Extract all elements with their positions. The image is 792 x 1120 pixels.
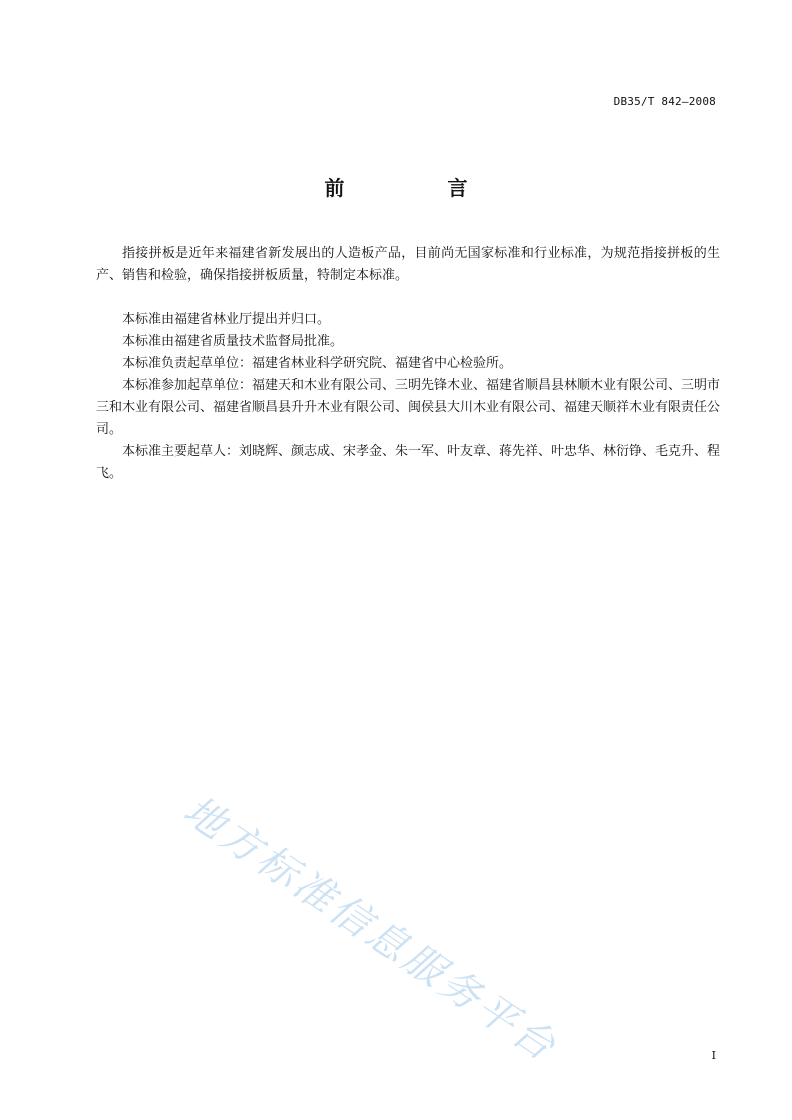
preface-paragraph-main-drafters: 本标准主要起草人：刘晓辉、颜志成、宋孝金、朱一军、叶友章、蒋先祥、叶忠华、林衍铮、毛克升、程飞。 [96, 444, 721, 481]
preface-paragraph-lead-drafter: 本标准负责起草单位：福建省林业科学研究院、福建省中心检验所。 [122, 356, 513, 371]
document-code: DB35/T 842—2008 [613, 95, 716, 108]
page-title: 前 言 [324, 176, 516, 200]
preface-paragraph-intro: 指接拼板是近年来福建省新发展出的人造板产品，目前尚无国家标准和行业标准，为规范指接拼板的生产、销售和检验，确保指接拼板质量，特制定本标准。 [96, 246, 720, 283]
preface-body [96, 243, 720, 485]
preface-paragraph-approver: 本标准由福建省质量技术监督局批准。 [122, 334, 344, 349]
watermark-text: 地方标准信息服务平台 [175, 787, 566, 1072]
preface-paragraph-proposer: 本标准由福建省林业厅提出并归口。 [122, 312, 331, 327]
page-number: I [711, 1049, 716, 1062]
preface-paragraph-participating-drafters: 本标准参加起草单位：福建天和木业有限公司、三明先锋木业、福建省顺昌县林顺木业有限公司、三明市三和木业有限公司、福建省顺昌县升升木业有限公司、闽侯县大川木业有限公司、福建天顺祥木业有限责任公司。 [96, 378, 721, 437]
